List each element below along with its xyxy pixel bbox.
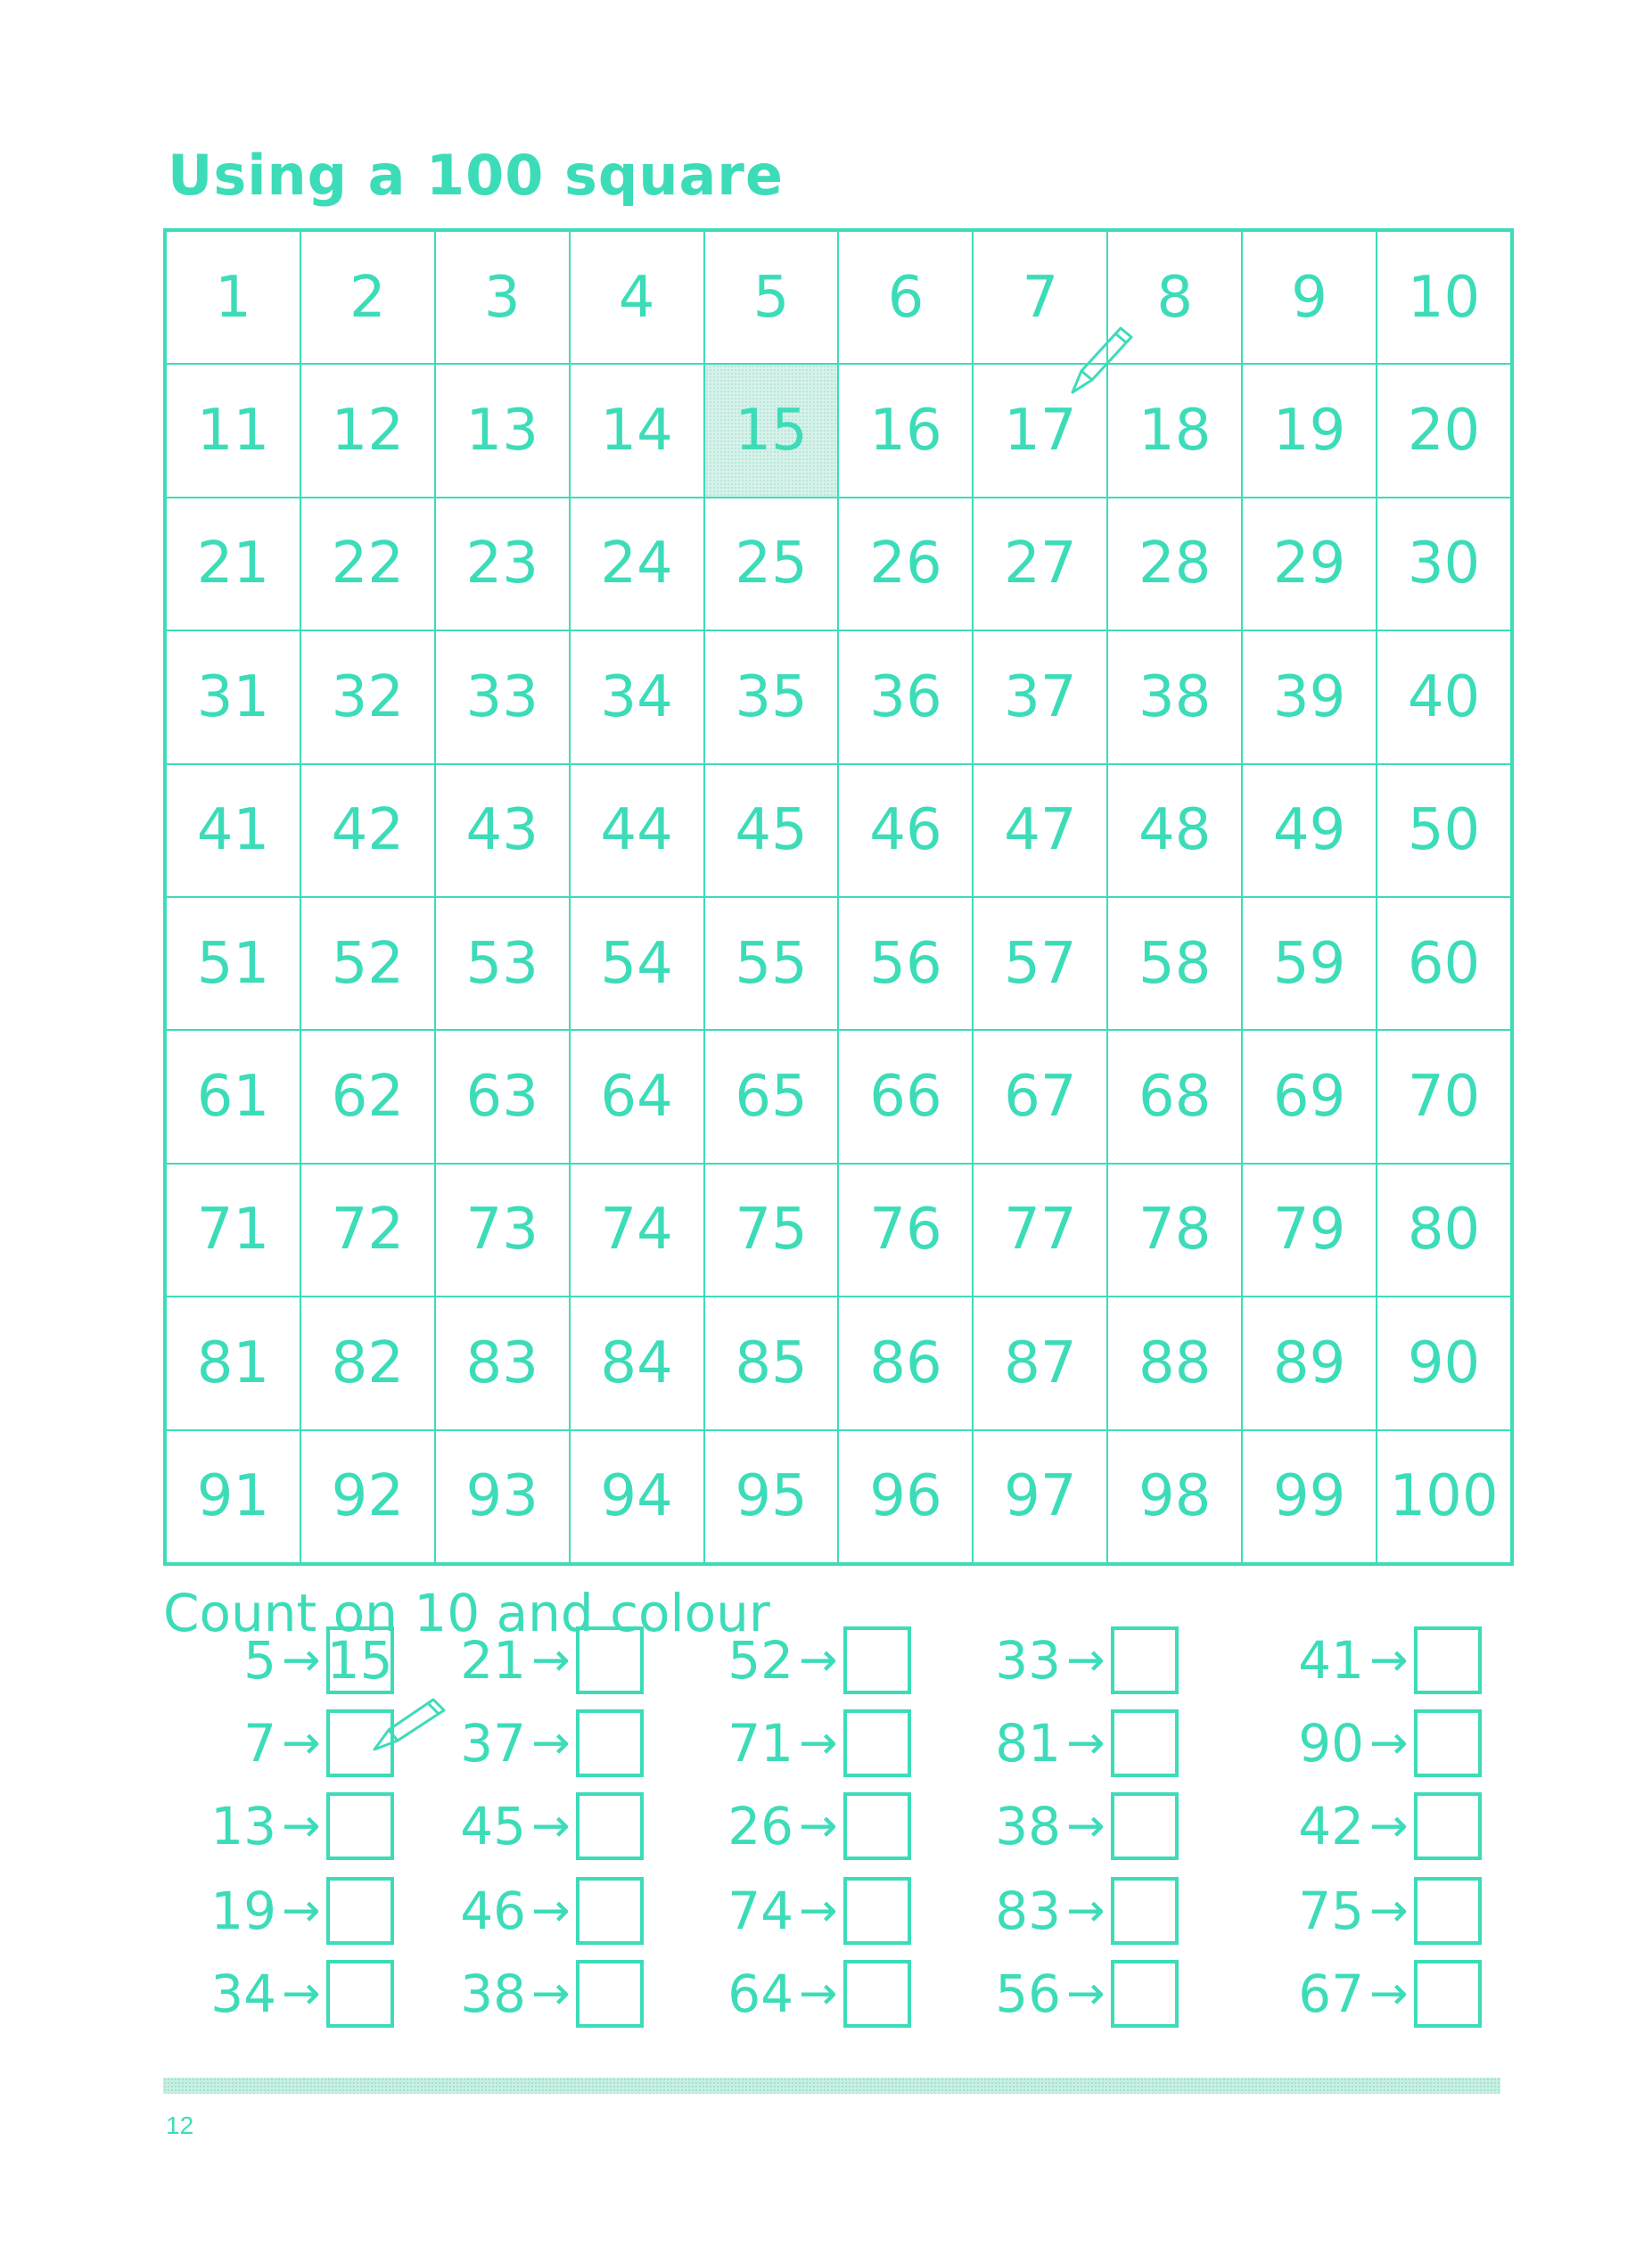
grid-cell-38[interactable]: 38 bbox=[1107, 630, 1242, 763]
arrow-icon: → bbox=[282, 1634, 321, 1687]
grid-cell-26[interactable]: 26 bbox=[838, 498, 973, 630]
grid-cell-15[interactable]: 15 bbox=[704, 364, 839, 497]
grid-cell-54[interactable]: 54 bbox=[570, 897, 704, 1030]
grid-cell-70[interactable]: 70 bbox=[1377, 1030, 1511, 1163]
answer-box[interactable] bbox=[843, 1960, 911, 2028]
exercise-start-number: 38 bbox=[995, 1796, 1061, 1856]
arrow-icon: → bbox=[531, 1717, 571, 1770]
grid-cell-73[interactable]: 73 bbox=[435, 1164, 570, 1297]
exercise-item bbox=[178, 1705, 394, 1782]
exercise-start-number: 64 bbox=[727, 1964, 793, 2024]
grid-cell-85[interactable]: 85 bbox=[704, 1297, 839, 1429]
exercise-item bbox=[178, 1955, 394, 2032]
exercise-start-number: 34 bbox=[210, 1964, 276, 2024]
exercise-start-number: 5 bbox=[243, 1630, 276, 1691]
answer-box[interactable] bbox=[1414, 1626, 1482, 1694]
arrow-icon: → bbox=[1066, 1884, 1105, 1938]
grid-cell-86[interactable]: 86 bbox=[838, 1297, 973, 1429]
grid-cell-62[interactable]: 62 bbox=[300, 1030, 435, 1163]
grid-cell-39[interactable]: 39 bbox=[1242, 630, 1377, 763]
grid-cell-5[interactable]: 5 bbox=[704, 231, 839, 364]
arrow-icon: → bbox=[1066, 1799, 1105, 1853]
arrow-icon: → bbox=[799, 1967, 838, 2021]
grid-cell-68[interactable]: 68 bbox=[1107, 1030, 1242, 1163]
grid-cell-60[interactable]: 60 bbox=[1377, 897, 1511, 1030]
grid-cell-94[interactable]: 94 bbox=[570, 1430, 704, 1563]
grid-cell-66[interactable]: 66 bbox=[838, 1030, 973, 1163]
grid-cell-25[interactable]: 25 bbox=[704, 498, 839, 630]
page-title: Using a 100 square bbox=[168, 143, 784, 208]
grid-cell-51[interactable]: 51 bbox=[166, 897, 300, 1030]
grid-cell-55[interactable]: 55 bbox=[704, 897, 839, 1030]
arrow-icon: → bbox=[1369, 1634, 1409, 1687]
arrow-icon: → bbox=[1066, 1967, 1105, 2021]
exercise-start-number: 41 bbox=[1298, 1630, 1364, 1691]
grid-cell-77[interactable]: 77 bbox=[973, 1164, 1107, 1297]
exercise-start-number: 67 bbox=[1298, 1964, 1364, 2024]
exercise-item bbox=[695, 1788, 911, 1865]
grid-cell-69[interactable]: 69 bbox=[1242, 1030, 1377, 1163]
grid-cell-48[interactable]: 48 bbox=[1107, 764, 1242, 897]
exercise-item bbox=[428, 1705, 644, 1782]
exercise-item bbox=[963, 1705, 1179, 1782]
grid-cell-42[interactable]: 42 bbox=[300, 764, 435, 897]
grid-cell-33[interactable]: 33 bbox=[435, 630, 570, 763]
arrow-icon: → bbox=[799, 1799, 838, 1853]
answer-box[interactable] bbox=[1414, 1792, 1482, 1860]
exercise-item bbox=[1266, 1873, 1482, 1949]
grid-cell-98[interactable]: 98 bbox=[1107, 1430, 1242, 1563]
grid-cell-24[interactable]: 24 bbox=[570, 498, 704, 630]
arrow-icon: → bbox=[1066, 1717, 1105, 1770]
pencil-icon bbox=[367, 1694, 448, 1757]
exercise-item bbox=[178, 1873, 394, 1949]
answer-box[interactable] bbox=[1414, 1709, 1482, 1777]
answer-box[interactable] bbox=[1111, 1792, 1179, 1860]
exercise-start-number: 42 bbox=[1298, 1796, 1364, 1856]
grid-cell-16[interactable]: 16 bbox=[838, 364, 973, 497]
grid-cell-56[interactable]: 56 bbox=[838, 897, 973, 1030]
grid-cell-59[interactable]: 59 bbox=[1242, 897, 1377, 1030]
exercise-item bbox=[428, 1622, 644, 1699]
grid-cell-28[interactable]: 28 bbox=[1107, 498, 1242, 630]
answer-box[interactable] bbox=[326, 1960, 394, 2028]
exercise-item bbox=[1266, 1622, 1482, 1699]
grid-cell-52[interactable]: 52 bbox=[300, 897, 435, 1030]
grid-cell-80[interactable]: 80 bbox=[1377, 1164, 1511, 1297]
answer-box[interactable] bbox=[576, 1709, 644, 1777]
grid-cell-27[interactable]: 27 bbox=[973, 498, 1107, 630]
grid-cell-50[interactable]: 50 bbox=[1377, 764, 1511, 897]
grid-cell-67[interactable]: 67 bbox=[973, 1030, 1107, 1163]
exercise-start-number: 21 bbox=[460, 1630, 526, 1691]
exercise-start-number: 74 bbox=[727, 1881, 793, 1941]
grid-cell-29[interactable]: 29 bbox=[1242, 498, 1377, 630]
grid-cell-93[interactable]: 93 bbox=[435, 1430, 570, 1563]
grid-cell-61[interactable]: 61 bbox=[166, 1030, 300, 1163]
answer-box[interactable] bbox=[1111, 1960, 1179, 2028]
grid-cell-32[interactable]: 32 bbox=[300, 630, 435, 763]
grid-cell-71[interactable]: 71 bbox=[166, 1164, 300, 1297]
exercise-start-number: 90 bbox=[1298, 1713, 1364, 1774]
grid-cell-19[interactable]: 19 bbox=[1242, 364, 1377, 497]
arrow-icon: → bbox=[1369, 1717, 1409, 1770]
exercise-item bbox=[963, 1622, 1179, 1699]
grid-cell-57[interactable]: 57 bbox=[973, 897, 1107, 1030]
arrow-icon: → bbox=[1369, 1884, 1409, 1938]
grid-cell-90[interactable]: 90 bbox=[1377, 1297, 1511, 1429]
grid-cell-88[interactable]: 88 bbox=[1107, 1297, 1242, 1429]
footer-stripe bbox=[163, 2078, 1500, 2094]
answer-box[interactable] bbox=[1414, 1960, 1482, 2028]
grid-cell-44[interactable]: 44 bbox=[570, 764, 704, 897]
grid-cell-22[interactable]: 22 bbox=[300, 498, 435, 630]
grid-cell-3[interactable]: 3 bbox=[435, 231, 570, 364]
exercise-instruction: Count on 10 and colour bbox=[163, 1583, 770, 1643]
grid-cell-18[interactable]: 18 bbox=[1107, 364, 1242, 497]
grid-cell-31[interactable]: 31 bbox=[166, 630, 300, 763]
exercise-item bbox=[178, 1788, 394, 1865]
grid-cell-81[interactable]: 81 bbox=[166, 1297, 300, 1429]
answer-box[interactable] bbox=[576, 1792, 644, 1860]
answer-box[interactable] bbox=[326, 1792, 394, 1860]
grid-cell-79[interactable]: 79 bbox=[1242, 1164, 1377, 1297]
grid-cell-45[interactable]: 45 bbox=[704, 764, 839, 897]
answer-box[interactable] bbox=[1111, 1877, 1179, 1945]
grid-cell-47[interactable]: 47 bbox=[973, 764, 1107, 897]
grid-cell-89[interactable]: 89 bbox=[1242, 1297, 1377, 1429]
grid-cell-13[interactable]: 13 bbox=[435, 364, 570, 497]
exercise-start-number: 71 bbox=[727, 1713, 793, 1774]
grid-cell-95[interactable]: 95 bbox=[704, 1430, 839, 1563]
answer-box[interactable] bbox=[576, 1626, 644, 1694]
grid-cell-75[interactable]: 75 bbox=[704, 1164, 839, 1297]
arrow-icon: → bbox=[282, 1884, 321, 1938]
grid-cell-12[interactable]: 12 bbox=[300, 364, 435, 497]
grid-cell-23[interactable]: 23 bbox=[435, 498, 570, 630]
grid-cell-87[interactable]: 87 bbox=[973, 1297, 1107, 1429]
grid-cell-84[interactable]: 84 bbox=[570, 1297, 704, 1429]
grid-cell-83[interactable]: 83 bbox=[435, 1297, 570, 1429]
grid-cell-17[interactable]: 17 bbox=[973, 364, 1107, 497]
exercise-start-number: 81 bbox=[995, 1713, 1061, 1774]
exercise-item bbox=[1266, 1788, 1482, 1865]
grid-cell-72[interactable]: 72 bbox=[300, 1164, 435, 1297]
exercise-start-number: 75 bbox=[1298, 1881, 1364, 1941]
grid-cell-21[interactable]: 21 bbox=[166, 498, 300, 630]
arrow-icon: → bbox=[282, 1717, 321, 1770]
answer-box[interactable]: 15 bbox=[326, 1626, 394, 1694]
exercise-item bbox=[695, 1955, 911, 2032]
answer-box[interactable] bbox=[843, 1792, 911, 1860]
grid-cell-78[interactable]: 78 bbox=[1107, 1164, 1242, 1297]
grid-cell-34[interactable]: 34 bbox=[570, 630, 704, 763]
grid-cell-46[interactable]: 46 bbox=[838, 764, 973, 897]
grid-cell-4[interactable]: 4 bbox=[570, 231, 704, 364]
grid-cell-53[interactable]: 53 bbox=[435, 897, 570, 1030]
grid-cell-14[interactable]: 14 bbox=[570, 364, 704, 497]
grid-cell-36[interactable]: 36 bbox=[838, 630, 973, 763]
grid-cell-63[interactable]: 63 bbox=[435, 1030, 570, 1163]
grid-cell-2[interactable]: 2 bbox=[300, 231, 435, 364]
grid-cell-97[interactable]: 97 bbox=[973, 1430, 1107, 1563]
answer-box[interactable] bbox=[1414, 1877, 1482, 1945]
exercise-item bbox=[695, 1622, 911, 1699]
grid-cell-30[interactable]: 30 bbox=[1377, 498, 1511, 630]
grid-cell-65[interactable]: 65 bbox=[704, 1030, 839, 1163]
answer-box[interactable] bbox=[1111, 1626, 1179, 1694]
exercise-start-number: 38 bbox=[460, 1964, 526, 2024]
exercise-item bbox=[695, 1873, 911, 1949]
grid-cell-1[interactable]: 1 bbox=[166, 231, 300, 364]
exercise-item bbox=[1266, 1955, 1482, 2032]
grid-cell-9[interactable]: 9 bbox=[1242, 231, 1377, 364]
grid-cell-96[interactable]: 96 bbox=[838, 1430, 973, 1563]
grid-cell-49[interactable]: 49 bbox=[1242, 764, 1377, 897]
grid-cell-35[interactable]: 35 bbox=[704, 630, 839, 763]
answer-box[interactable] bbox=[576, 1960, 644, 2028]
exercise-item bbox=[963, 1955, 1179, 2032]
exercise-start-number: 33 bbox=[995, 1630, 1061, 1691]
page-number: 12 bbox=[166, 2112, 194, 2139]
exercise-start-number: 46 bbox=[460, 1881, 526, 1941]
grid-cell-92[interactable]: 92 bbox=[300, 1430, 435, 1563]
exercise-item bbox=[428, 1955, 644, 2032]
exercise-start-number: 83 bbox=[995, 1881, 1061, 1941]
grid-cell-82[interactable]: 82 bbox=[300, 1297, 435, 1429]
answer-box[interactable] bbox=[1111, 1709, 1179, 1777]
arrow-icon: → bbox=[1369, 1799, 1409, 1853]
grid-cell-6[interactable]: 6 bbox=[838, 231, 973, 364]
exercise-start-number: 19 bbox=[210, 1881, 276, 1941]
exercise-start-number: 13 bbox=[210, 1796, 276, 1856]
exercise-start-number: 56 bbox=[995, 1964, 1061, 2024]
grid-cell-100[interactable]: 100 bbox=[1377, 1430, 1511, 1563]
arrow-icon: → bbox=[1369, 1967, 1409, 2021]
grid-cell-10[interactable]: 10 bbox=[1377, 231, 1511, 364]
exercise-start-number: 45 bbox=[460, 1796, 526, 1856]
grid-cell-99[interactable]: 99 bbox=[1242, 1430, 1377, 1563]
grid-cell-20[interactable]: 20 bbox=[1377, 364, 1511, 497]
grid-cell-74[interactable]: 74 bbox=[570, 1164, 704, 1297]
answer-box[interactable] bbox=[576, 1877, 644, 1945]
grid-cell-7[interactable]: 7 bbox=[973, 231, 1107, 364]
grid-cell-40[interactable]: 40 bbox=[1377, 630, 1511, 763]
answer-box[interactable] bbox=[843, 1877, 911, 1945]
grid-cell-64[interactable]: 64 bbox=[570, 1030, 704, 1163]
arrow-icon: → bbox=[531, 1967, 571, 2021]
exercise-start-number: 7 bbox=[243, 1713, 276, 1774]
exercise-item bbox=[963, 1788, 1179, 1865]
exercise-item bbox=[178, 1622, 394, 1699]
arrow-icon: → bbox=[799, 1717, 838, 1770]
exercise-item bbox=[1266, 1705, 1482, 1782]
grid-cell-11[interactable]: 11 bbox=[166, 364, 300, 497]
answer-box[interactable] bbox=[843, 1709, 911, 1777]
grid-cell-58[interactable]: 58 bbox=[1107, 897, 1242, 1030]
grid-cell-41[interactable]: 41 bbox=[166, 764, 300, 897]
arrow-icon: → bbox=[1066, 1634, 1105, 1687]
exercise-item bbox=[695, 1705, 911, 1782]
exercise-item bbox=[428, 1873, 644, 1949]
arrow-icon: → bbox=[531, 1634, 571, 1687]
answer-box[interactable] bbox=[843, 1626, 911, 1694]
arrow-icon: → bbox=[282, 1799, 321, 1853]
grid-cell-8[interactable]: 8 bbox=[1107, 231, 1242, 364]
exercise-start-number: 37 bbox=[460, 1713, 526, 1774]
grid-cell-43[interactable]: 43 bbox=[435, 764, 570, 897]
arrow-icon: → bbox=[531, 1799, 571, 1853]
grid-cell-76[interactable]: 76 bbox=[838, 1164, 973, 1297]
exercise-start-number: 52 bbox=[727, 1630, 793, 1691]
arrow-icon: → bbox=[799, 1884, 838, 1938]
exercise-item bbox=[428, 1788, 644, 1865]
arrow-icon: → bbox=[799, 1634, 838, 1687]
grid-cell-37[interactable]: 37 bbox=[973, 630, 1107, 763]
exercise-item bbox=[963, 1873, 1179, 1949]
arrow-icon: → bbox=[282, 1967, 321, 2021]
arrow-icon: → bbox=[531, 1884, 571, 1938]
exercise-start-number: 26 bbox=[727, 1796, 793, 1856]
answer-box[interactable] bbox=[326, 1877, 394, 1945]
grid-cell-91[interactable]: 91 bbox=[166, 1430, 300, 1563]
